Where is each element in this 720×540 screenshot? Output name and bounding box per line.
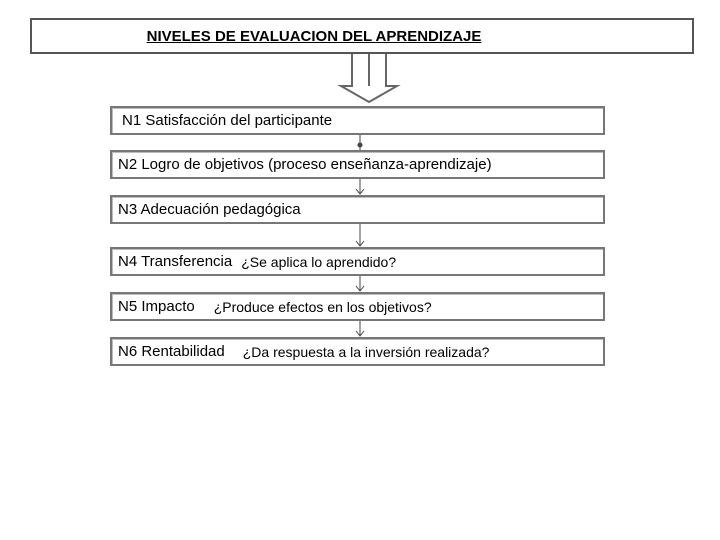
connector-n4-n5	[356, 276, 364, 291]
level-label: N4 Transferencia	[118, 253, 233, 270]
diagram-title: NIVELES DE EVALUACION DEL APRENDIZAJE	[146, 27, 482, 45]
level-label: N5 Impacto	[118, 298, 195, 315]
level-label: N3 Adecuación pedagógica	[118, 201, 301, 218]
connector-n5-n6	[356, 321, 364, 336]
connector-n3-n4	[356, 224, 364, 246]
level-box-n3	[110, 195, 605, 224]
connector-n2-n3	[356, 179, 364, 194]
level-label: N6 Rentabilidad	[118, 343, 225, 360]
level-box-n4	[110, 247, 605, 276]
level-question: ¿Produce efectos en los objetivos?	[213, 298, 432, 315]
level-box-n6	[110, 337, 605, 366]
level-question: ¿Da respuesta a la inversión realizada?	[242, 343, 490, 360]
level-box-n2	[110, 150, 605, 179]
level-question: ¿Se aplica lo aprendido?	[241, 253, 397, 270]
level-box-n5	[110, 292, 605, 321]
level-label: N2 Logro de objetivos (proceso enseñanza-aprendizaje)	[118, 156, 492, 173]
connector-n1-n2	[358, 135, 362, 150]
level-label: N1 Satisfacción del participante	[122, 112, 333, 129]
level-box-n1	[110, 106, 605, 135]
